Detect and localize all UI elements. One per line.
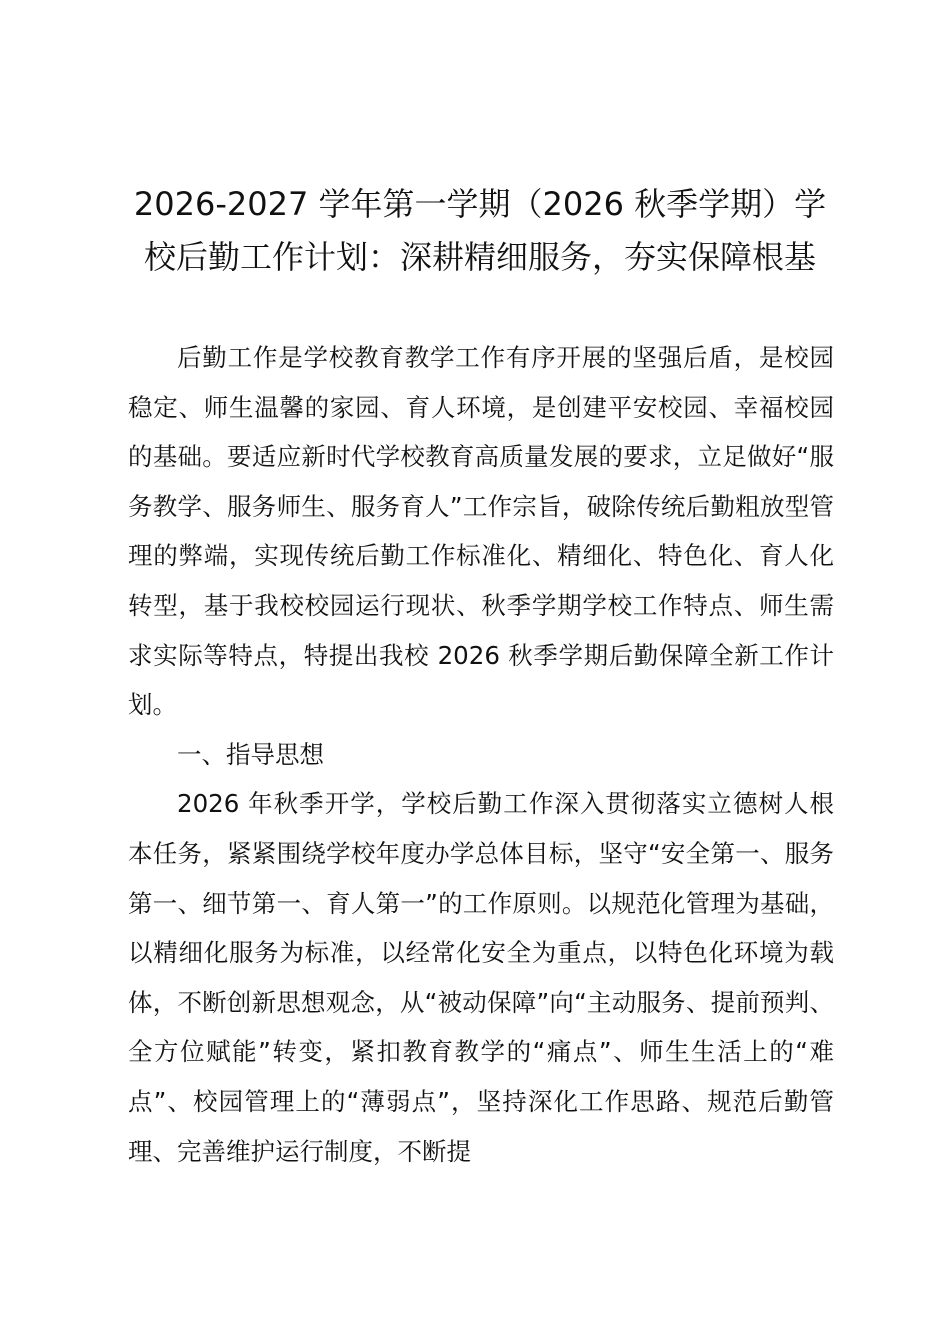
- section-heading-guiding-ideology: 一、指导思想: [177, 739, 324, 769]
- document-title: 2026-2027 学年第一学期（2026 秋季学期）学校后勤工作计划：深耕精细服务，夯实保障根基: [133, 185, 827, 276]
- paragraph-intro: 后勤工作是学校教育教学工作有序开展的坚强后盾，是校园稳定、师生温馨的家园、育人环境，是创建平安校园、幸福校园的基础。要适应新时代学校教育高质量发展的要求，立足做好“服务教学、服务师生、服务育人”工作宗旨，破除传统后勤粗放型管理的弊端，实现传统后勤工作标准化、精细化、特色化、育人化转型，基于我校校园运行现状、秋季学期学校工作特点、师生需求实际等特点，特提出我校 2026 秋季学期后勤保障全新工作计划。: [128, 343, 834, 720]
- document-body: [128, 333, 834, 1176]
- paragraph-guiding-ideology: 2026 年秋季开学，学校后勤工作深入贯彻落实立德树人根本任务，紧紧围绕学校年度办学总体目标，坚守“安全第一、服务第一、细节第一、育人第一”的工作原则。以规范化管理为基础，以精细化服务为标准，以经常化安全为重点，以特色化环境为载体，不断创新思想观念，从“被动保障”向“主动服务、提前预判、全方位赋能”转变，紧扣教育教学的“痛点”、师生生活上的“难点”、校园管理上的“薄弱点”，坚持深化工作思路、规范后勤管理、完善维护运行制度，不断提: [128, 789, 834, 1166]
